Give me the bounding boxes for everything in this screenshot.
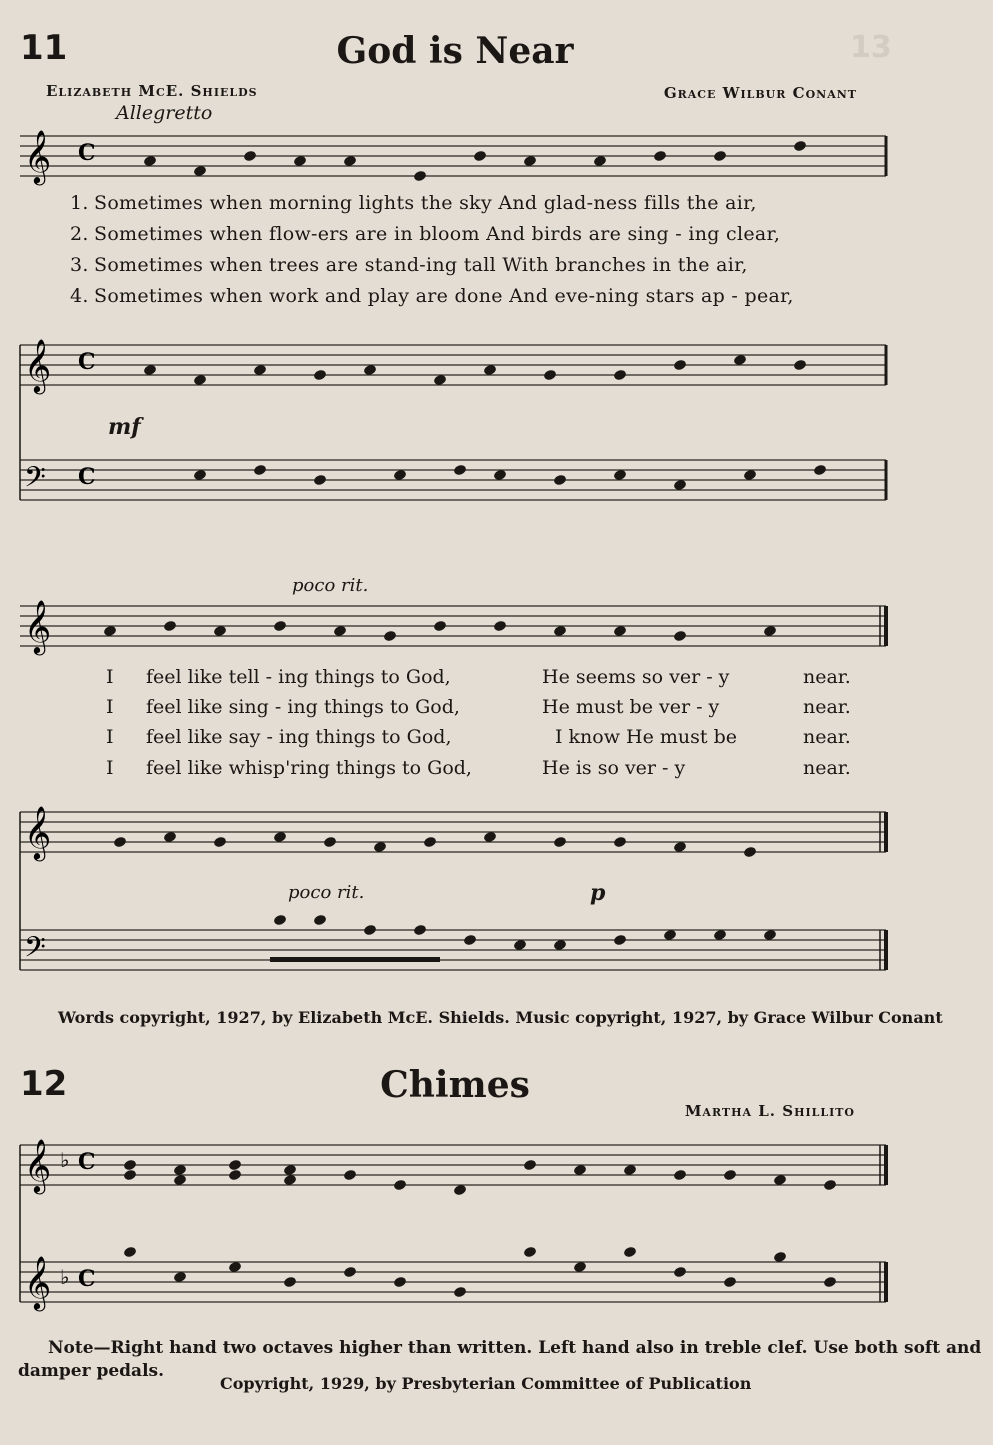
svg-text:♭: ♭	[60, 1148, 70, 1172]
hymn-11-words-credit: Elizabeth McE. Shields	[46, 82, 258, 100]
refrain-3-c: I know He must be	[555, 726, 737, 748]
refrain-4-c: He is so ver - y	[542, 757, 686, 779]
svg-text:𝄢: 𝄢	[24, 461, 46, 501]
verse-1	[70, 192, 757, 214]
refrain-2-a: I	[106, 696, 114, 718]
hymn-12-note-continued: damper pedals.	[18, 1361, 165, 1381]
svg-text:𝄞: 𝄞	[24, 129, 52, 183]
poco-rit-marking-2: poco rit.	[288, 882, 365, 903]
svg-text:𝄢: 𝄢	[24, 931, 46, 971]
refrain-1-d: near.	[803, 666, 851, 688]
verse-3	[70, 254, 748, 276]
refrain-line-3	[0, 726, 993, 752]
hymn-11-title: God is Near	[336, 30, 574, 72]
svg-text:C: C	[78, 140, 96, 166]
verse-2-number: 2.	[70, 223, 89, 245]
refrain-4-d: near.	[803, 757, 851, 779]
refrain-line-1	[0, 666, 993, 692]
svg-text:♭: ♭	[60, 1265, 70, 1289]
svg-text:C: C	[78, 1266, 96, 1292]
svg-text:𝄞: 𝄞	[24, 1138, 52, 1192]
dynamic-p: p	[590, 880, 606, 906]
verse-2-text: Sometimes when flow-ers are in bloom And birds are sing - ing clear,	[94, 223, 781, 245]
refrain-line-2	[0, 696, 993, 722]
refrain-3-b: feel like say - ing things to God,	[146, 726, 452, 748]
dynamic-mf: mf	[108, 414, 141, 440]
svg-text:𝄞: 𝄞	[24, 805, 52, 859]
refrain-1-a: I	[106, 666, 114, 688]
refrain-4-b: feel like whisp'ring things to God,	[146, 757, 472, 779]
hymn-12-number: 12	[20, 1064, 68, 1104]
refrain-2-b: feel like sing - ing things to God,	[146, 696, 460, 718]
verse-2	[70, 223, 780, 245]
faded-page-number: 13	[850, 30, 892, 65]
svg-text:C: C	[78, 349, 96, 375]
hymn-12-copyright: Copyright, 1929, by Presbyterian Committee of Publication	[220, 1374, 752, 1393]
svg-text:C: C	[78, 1149, 96, 1175]
verse-4-number: 4.	[70, 285, 89, 307]
verse-4	[70, 285, 794, 307]
svg-text:𝄞: 𝄞	[24, 1255, 52, 1309]
verse-3-number: 3.	[70, 254, 89, 276]
poco-rit-marking-1: poco rit.	[292, 575, 369, 596]
hymn-12-music-credit: Martha L. Shillito	[684, 1102, 855, 1120]
svg-text:𝄞: 𝄞	[24, 338, 52, 392]
hymn-11-copyright: Words copyright, 1927, by Elizabeth McE. Shields. Music copyright, 1927, by Grace Wilbur Conant	[58, 1008, 943, 1027]
hymn-12-title: Chimes	[380, 1064, 530, 1106]
svg-text:𝄞: 𝄞	[24, 599, 52, 653]
verse-1-number: 1.	[70, 192, 89, 214]
refrain-2-d: near.	[803, 696, 851, 718]
refrain-1-c: He seems so ver - y	[542, 666, 730, 688]
verse-3-text: Sometimes when trees are stand-ing tall With branches in the air,	[94, 254, 748, 276]
verse-4-text: Sometimes when work and play are done And eve-ning stars ap - pear,	[94, 285, 794, 307]
hymn-11-music-credit: Grace Wilbur Conant	[663, 84, 857, 102]
refrain-1-b: feel like tell - ing things to God,	[146, 666, 451, 688]
verse-1-text: Sometimes when morning lights the sky And glad-ness fills the air,	[94, 192, 757, 214]
svg-text:C: C	[78, 464, 96, 490]
refrain-2-c: He must be ver - y	[542, 696, 720, 718]
hymn-11-number: 11	[20, 28, 68, 68]
refrain-4-a: I	[106, 757, 114, 779]
tempo-marking: Allegretto	[116, 102, 213, 124]
hymn-12-note: Note—Right hand two octaves higher than written. Left hand also in treble clef. Use both soft and	[48, 1338, 982, 1358]
refrain-3-d: near.	[803, 726, 851, 748]
refrain-3-a: I	[106, 726, 114, 748]
refrain-line-4	[0, 757, 993, 783]
